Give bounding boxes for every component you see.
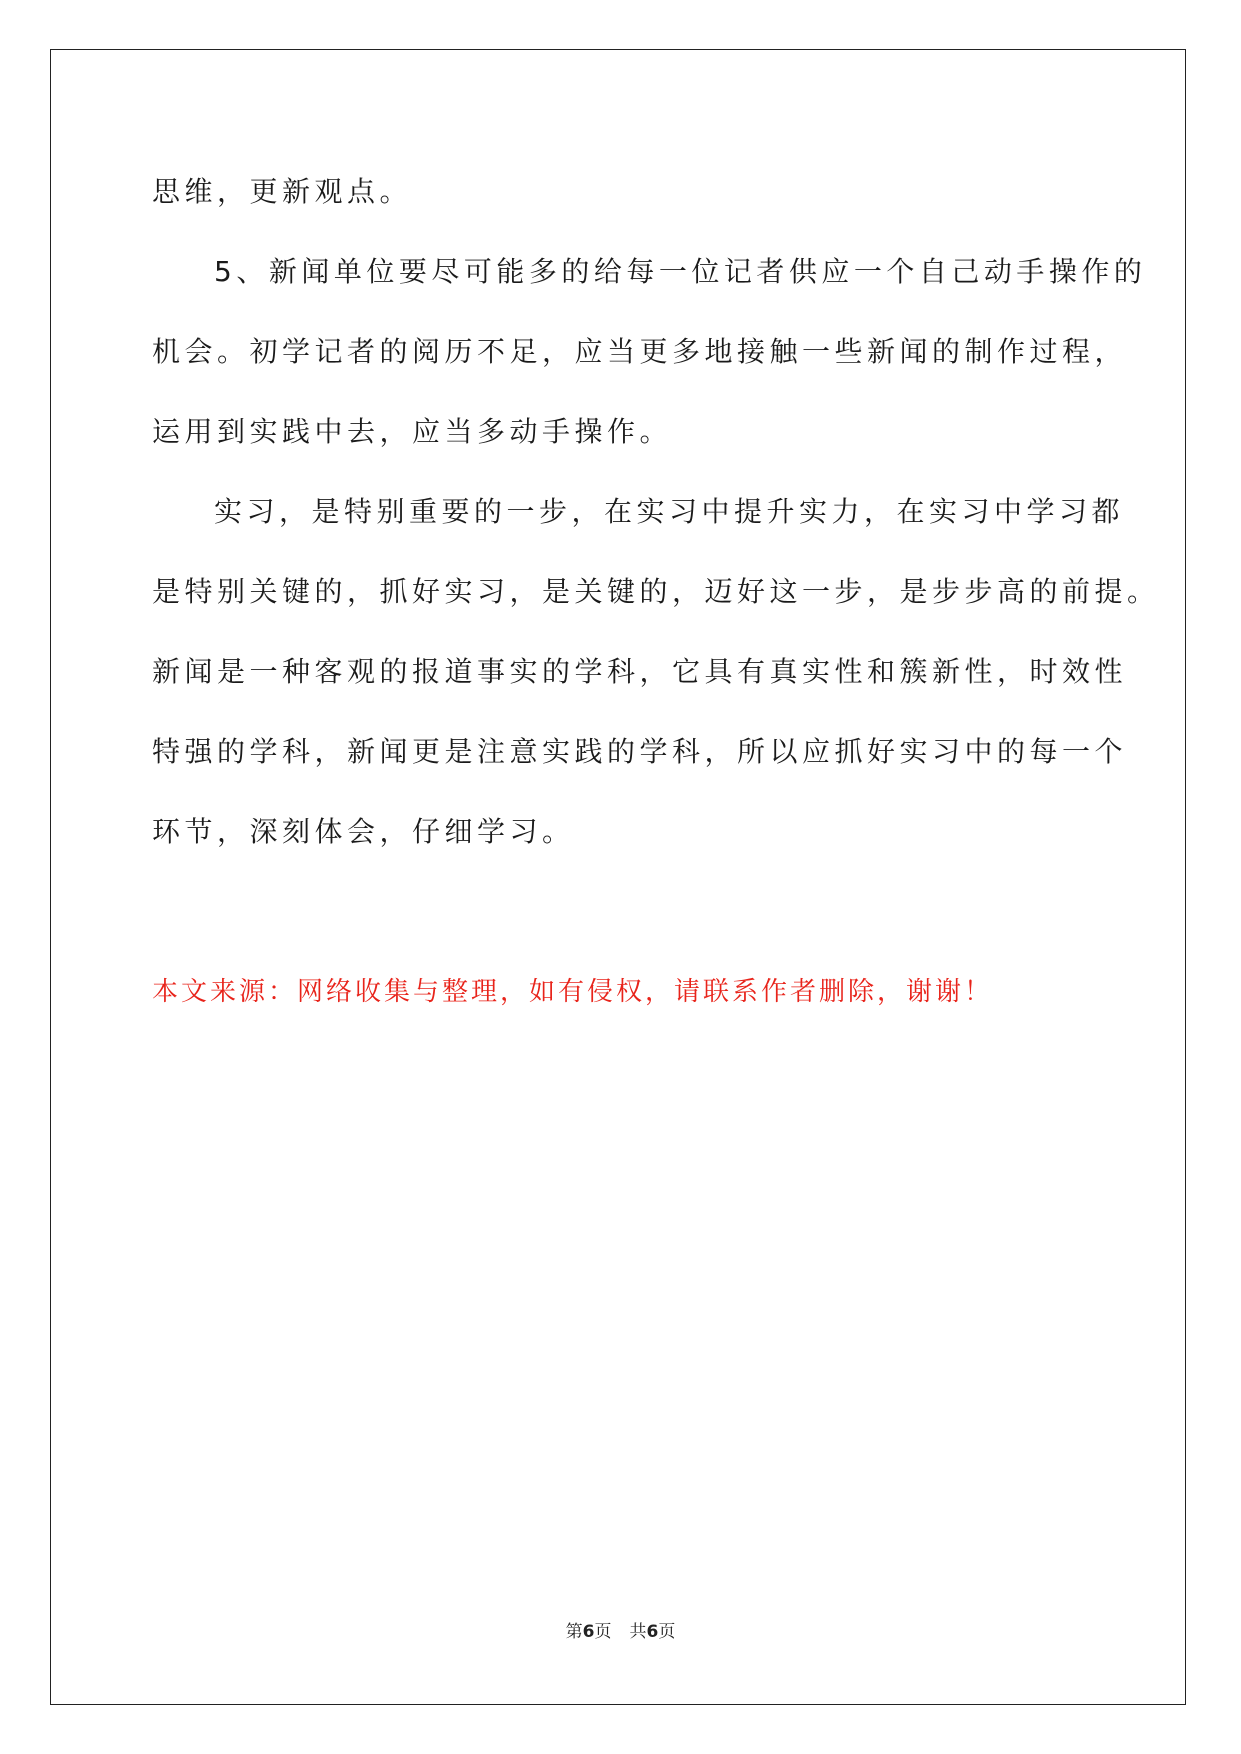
- footer-page-prefix: 第: [565, 1622, 583, 1642]
- footer-page-number: 6: [582, 1622, 595, 1642]
- page-border: [50, 49, 1186, 1705]
- body-line-7: 新闻是一种客观的报道事实的学科，它具有真实性和簇新性，时效性: [152, 655, 1128, 688]
- source-note: 本文来源：网络收集与整理，如有侵权，请联系作者删除，谢谢！: [152, 977, 994, 1007]
- body-line-4: 运用到实践中去，应当多动手操作。: [152, 415, 673, 448]
- footer-total-number: 6: [646, 1622, 659, 1642]
- body-line-5: 实习，是特别重要的一步，在实习中提升实力，在实习中学习都: [214, 495, 1125, 528]
- body-line-2: 5、新闻单位要尽可能多的给每一位记者供应一个自己动手操作的: [214, 255, 1147, 288]
- body-line-6: 是特别关键的，抓好实习，是关键的，迈好这一步，是步步高的前提。: [152, 575, 1160, 608]
- footer-total-prefix: 共: [629, 1622, 647, 1642]
- body-line-1: 思维，更新观点。: [152, 175, 413, 208]
- footer-page-suffix: 页: [594, 1622, 612, 1642]
- footer-total-suffix: 页: [658, 1622, 676, 1642]
- body-line-3: 机会。初学记者的阅历不足，应当更多地接触一些新闻的制作过程，: [152, 335, 1128, 368]
- body-line-9: 环节，深刻体会，仔细学习。: [152, 815, 575, 848]
- page-footer: [0, 1620, 1241, 1644]
- body-line-8: 特强的学科，新闻更是注意实践的学科，所以应抓好实习中的每一个: [152, 735, 1128, 768]
